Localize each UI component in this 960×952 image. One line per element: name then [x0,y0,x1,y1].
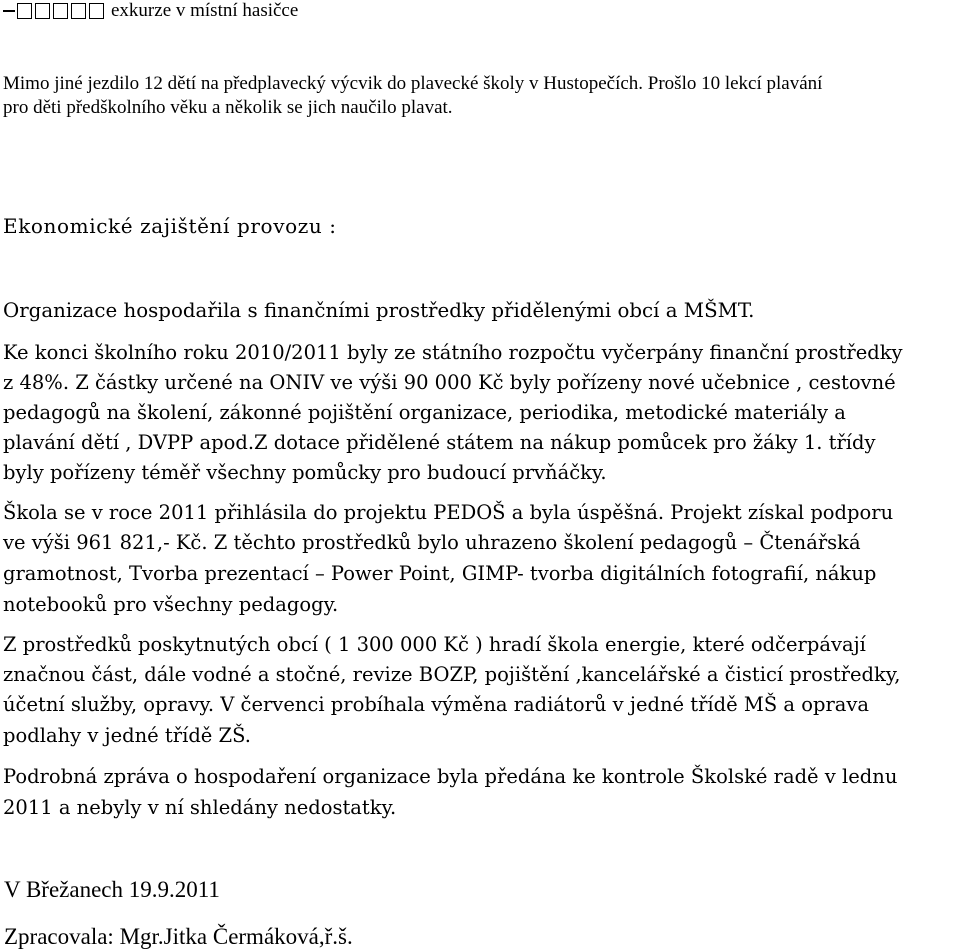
paragraph-4-line: značnou část, dále vodné a stočné, revize BOZP, pojištění ,kancelářské a čisticí prostředky, [3,663,901,686]
paragraph-1: Organizace hospodařila s finančními prostředky přidělenými obcí a MŠMT. [3,299,755,322]
missing-glyph-boxes [17,3,107,19]
paragraph-2-line: plavání dětí , DVPP apod.Z dotace přidělené státem na nákup pomůcek pro žáky 1. třídy [3,431,876,454]
bullet-text: exkurze v místní hasičce [111,0,299,21]
paragraph-5-line: Podrobná zpráva o hospodaření organizace byla předána ke kontrole Školské radě v lednu [3,765,898,788]
section-heading: Ekonomické zajištění provozu : [3,214,337,238]
place-date: V Břežanech 19.9.2011 [4,877,220,902]
paragraph-2-line: pedagogů na školení, zákonné pojištění organizace, periodika, metodické materiály a [3,401,846,424]
paragraph-3-line: gramotnost, Tvorba prezentací – Power Point, GIMP- tvorba digitálních fotografií, nákup [3,562,877,585]
paragraph-4-line: Z prostředků poskytnutých obcí ( 1 300 000 Kč ) hradí škola energie, které odčerpávají [3,633,866,656]
paragraph-3-line: notebooků pro všechny pedagogy. [3,593,339,616]
bullet-item [3,0,298,22]
swimming-paragraph-line: Mimo jiné jezdilo 12 dětí na předplavecký výcvik do plavecké školy v Hustopečích. Prošlo 10 lekcí plavání [3,73,823,94]
paragraph-3-line: Škola se v roce 2011 přihlásila do projektu PEDOŠ a byla úspěšná. Projekt získal podporu [3,501,894,524]
paragraph-2-line: Ke konci školního roku 2010/2011 byly ze státního rozpočtu vyčerpány finanční prostředky [3,341,903,364]
missing-glyph-box [17,3,32,19]
missing-glyph-box [35,3,50,19]
paragraph-2-line: byly pořízeny téměř všechny pomůcky pro budoucí prvňáčky. [3,461,607,484]
signature: Zpracovala: Mgr.Jitka Čermáková,ř.š. [4,924,353,949]
paragraph-2-line: z 48%. Z částky určené na ONIV ve výši 90 000 Kč byly pořízeny nové učebnice , cestovné [3,371,896,394]
paragraph-3-line: ve výši 961 821,- Kč. Z těchto prostředků bylo uhrazeno školení pedagogů – Čtenářská [3,531,861,554]
dash-marker [3,10,15,12]
missing-glyph-box [71,3,86,19]
paragraph-4-line: účetní služby, opravy. V červenci probíhala výměna radiátorů v jedné třídě MŠ a oprava [3,693,870,716]
missing-glyph-box [89,3,104,19]
swimming-paragraph-line: pro děti předškolního věku a několik se jich naučilo plavat. [3,97,453,118]
paragraph-5-line: 2011 a nebyly v ní shledány nedostatky. [3,796,397,819]
paragraph-4-line: podlahy v jedné třídě ZŠ. [3,724,251,747]
missing-glyph-box [53,3,68,19]
